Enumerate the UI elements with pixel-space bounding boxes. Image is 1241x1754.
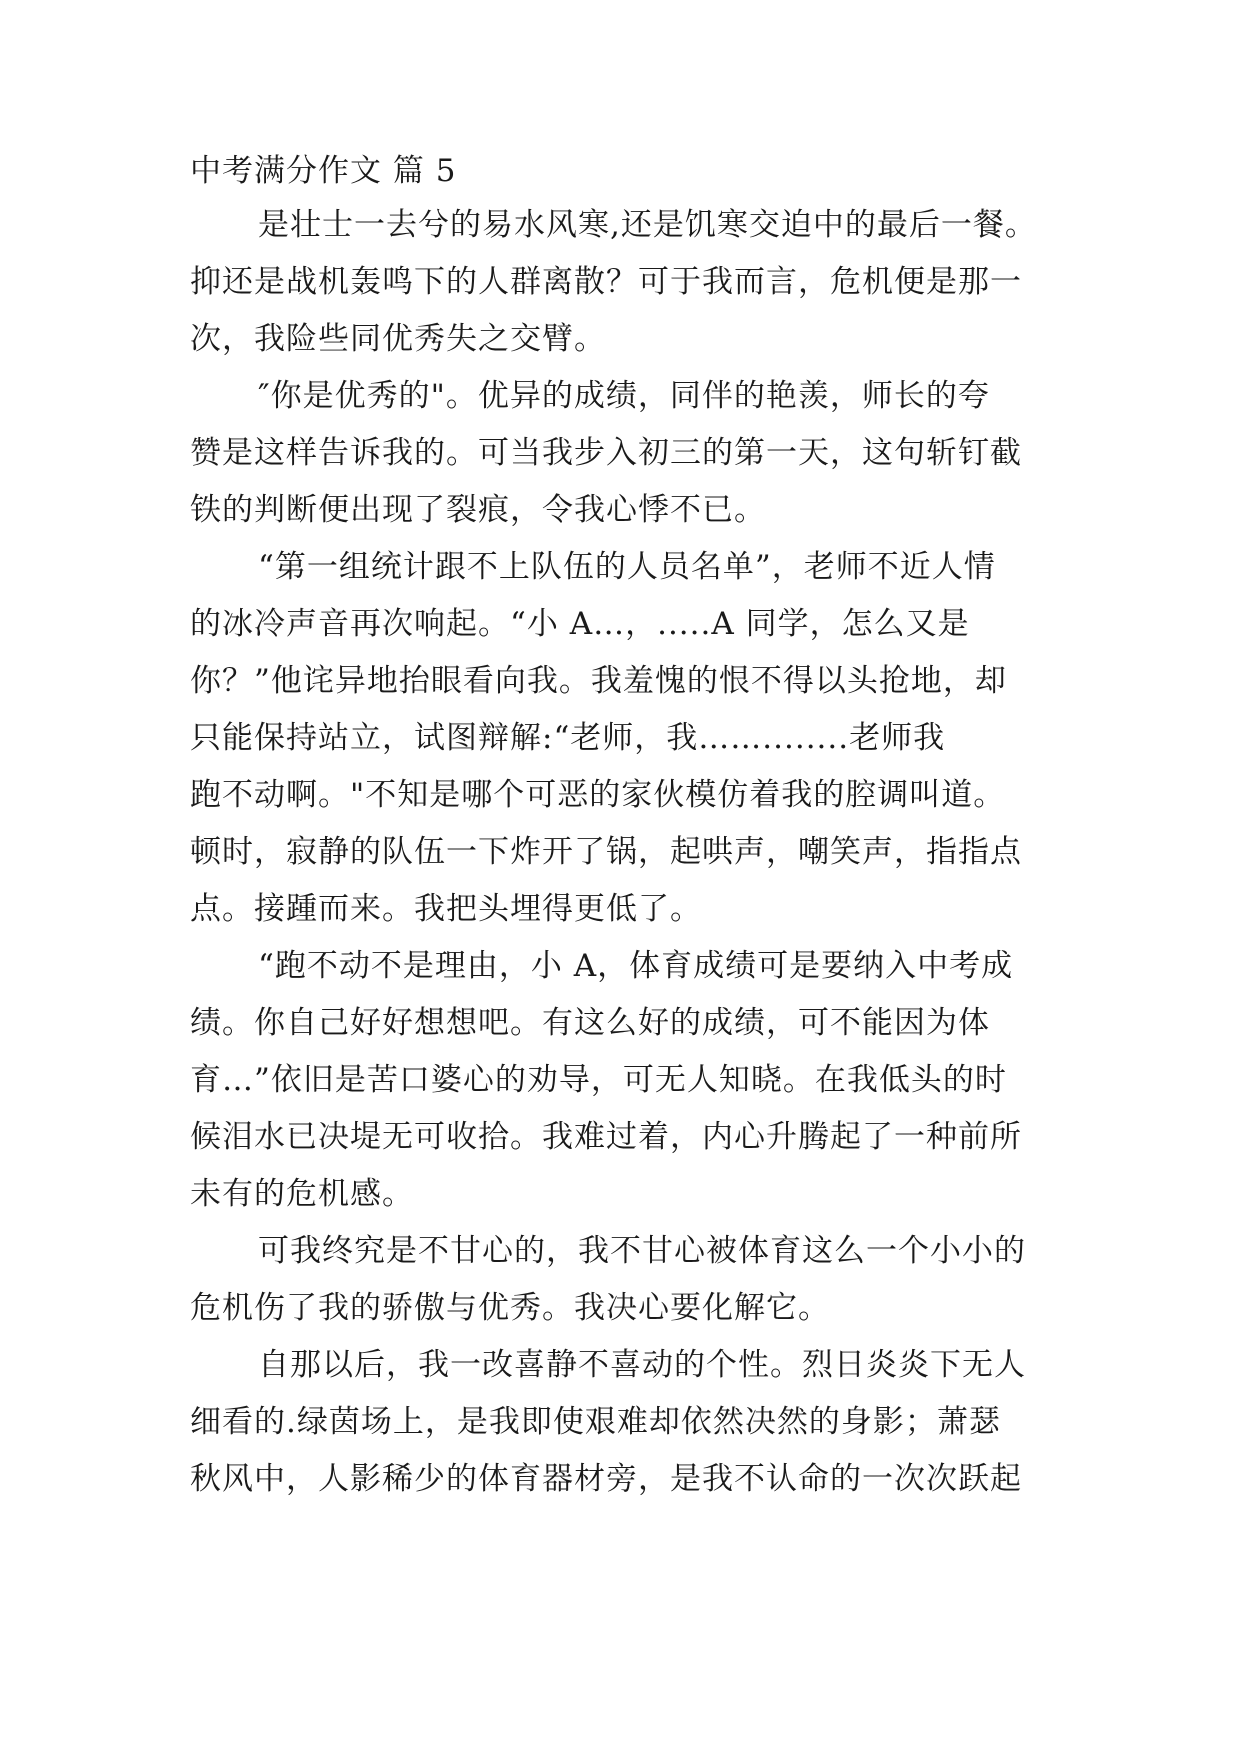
paragraph-line: 自那以后，我一改喜静不喜动的个性。烈日炎炎下无人 (258, 1347, 1026, 1383)
paragraph-line: 跑不动啊。"不知是哪个可恶的家伙模仿着我的腔调叫道。 (190, 777, 1006, 813)
paragraph-line: 危机伤了我的骄傲与优秀。我决心要化解它。 (190, 1290, 830, 1326)
paragraph-line: 候泪水已决堤无可收拾。我难过着，内心升腾起了一种前所 (190, 1119, 1022, 1155)
paragraph-line: “跑不动不是理由，小 A，体育成绩可是要纳入中考成 (258, 948, 1014, 984)
paragraph-line: 可我终究是不甘心的，我不甘心被体育这么一个小小的 (258, 1233, 1026, 1269)
paragraph-line: 只能保持站立，试图辩解:“老师，我……........老师我 (190, 720, 946, 756)
paragraph-line: 抑还是战机轰鸣下的人群离散？可于我而言，危机便是那一 (190, 264, 1022, 300)
paragraph-line: ″你是优秀的"。优异的成绩，同伴的艳羡，师长的夸 (258, 378, 990, 414)
paragraph-line: 你？”他诧异地抬眼看向我。我羞愧的恨不得以头抢地，却 (190, 663, 1007, 699)
paragraph-line: 是壮士一去兮的易水风寒,还是饥寒交迫中的最后一餐。 (258, 207, 1037, 243)
paragraph-line: 育…”依旧是苦口婆心的劝导，可无人知晓。在我低头的时 (190, 1062, 1007, 1098)
paragraph-line: “第一组统计跟不上队伍的人员名单”，老师不近人情 (258, 549, 996, 585)
paragraph-line: 细看的.绿茵场上，是我即使艰难却依然决然的身影；萧瑟 (190, 1404, 1001, 1440)
paragraph-line: 秋风中，人影稀少的体育器材旁，是我不认命的一次次跃起 (190, 1461, 1022, 1497)
document-title: 中考满分作文 篇 5 (190, 153, 457, 189)
paragraph-line: 赞是这样告诉我的。可当我步入初三的第一天，这句斩钉截 (190, 435, 1022, 471)
paragraph-line: 顿时，寂静的队伍一下炸开了锅，起哄声，嘲笑声，指指点 (190, 834, 1022, 870)
paragraph-line: 的冰冷声音再次响起。“小 A…，.....A 同学，怎么又是 (190, 606, 970, 642)
paragraph-line: 绩。你自己好好想想吧。有这么好的成绩，可不能因为体 (190, 1005, 990, 1041)
paragraph-line: 点。接踵而来。我把头埋得更低了。 (190, 891, 702, 927)
paragraph-line: 铁的判断便出现了裂痕，令我心悸不已。 (190, 492, 766, 528)
paragraph-line: 未有的危机感。 (190, 1176, 414, 1212)
paragraph-line: 次，我险些同优秀失之交臂。 (190, 321, 606, 357)
